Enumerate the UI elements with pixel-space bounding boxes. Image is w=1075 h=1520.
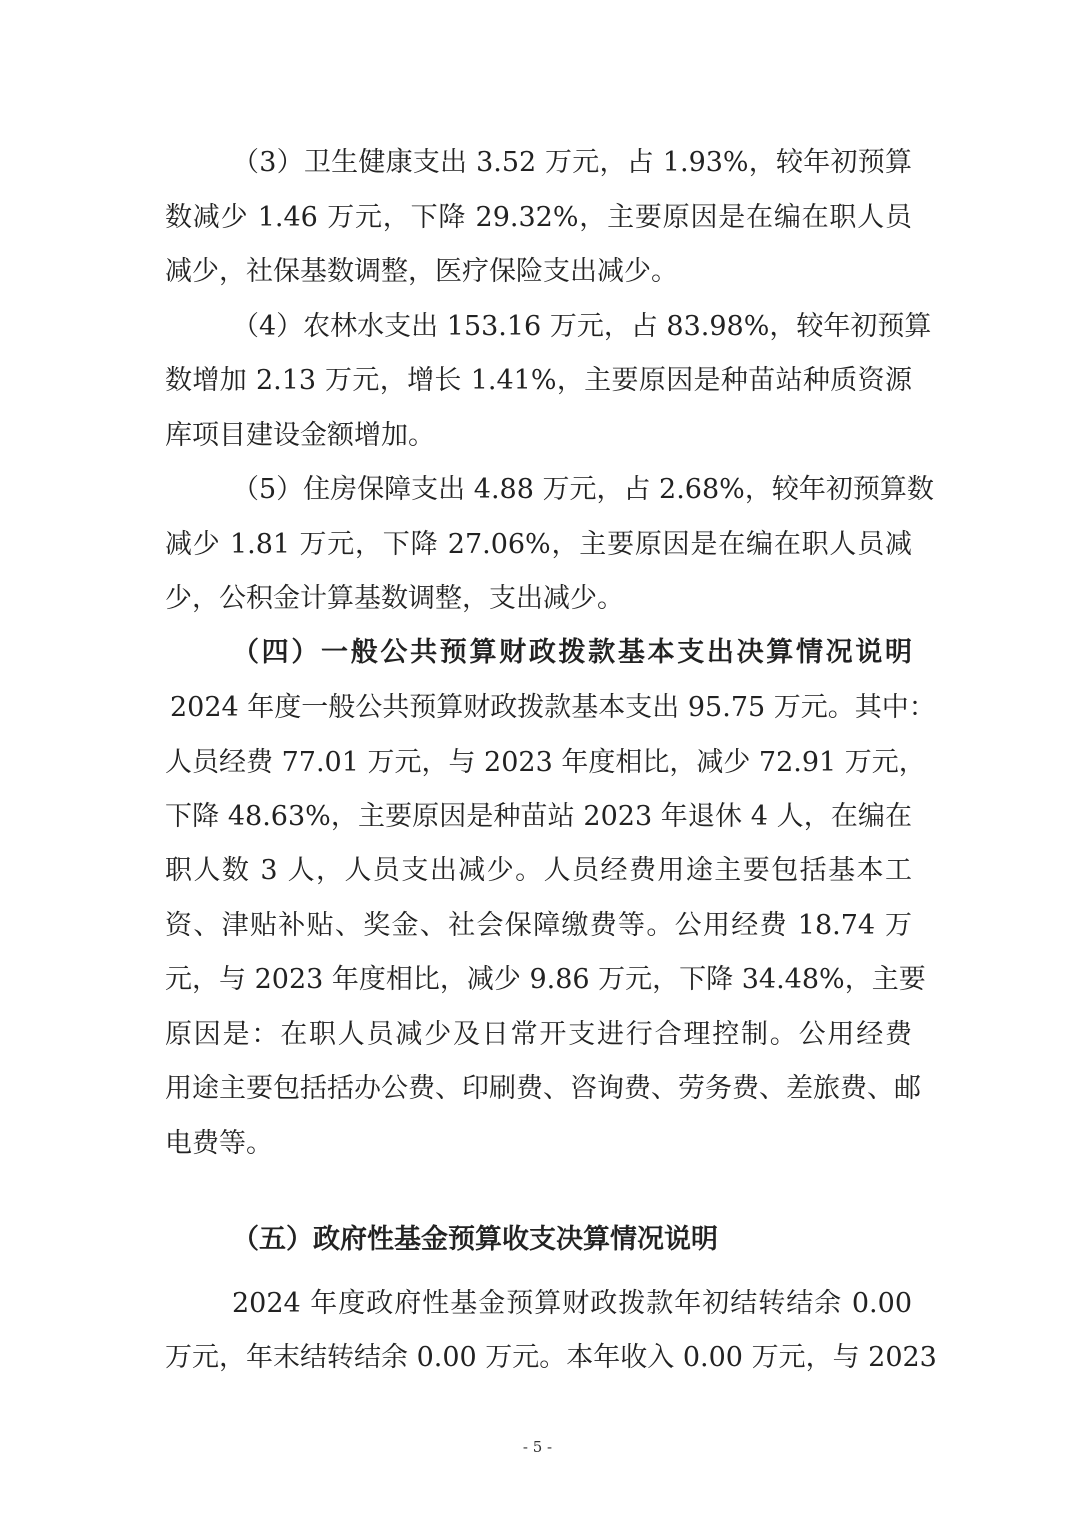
paragraph-line: 万元，年末结转结余 0.00 万元。本年收入 0.00 万元，与 2023	[165, 1342, 937, 1373]
paragraph-line: 电费等。	[165, 1128, 273, 1159]
paragraph-line: 下降 48.63%，主要原因是种苗站 2023 年退休 4 人，在编在	[165, 801, 912, 832]
paragraph-line: 资、津贴补贴、奖金、社会保障缴费等。公用经费 18.74 万	[165, 910, 912, 941]
paragraph-line: 数减少 1.46 万元，下降 29.32%，主要原因是在编在职人员	[165, 202, 912, 233]
paragraph-line: 库项目建设金额增加。	[165, 420, 435, 451]
paragraph-line: 减少 1.81 万元，下降 27.06%，主要原因是在编在职人员减	[165, 529, 912, 560]
paragraph-line: （3）卫生健康支出 3.52 万元，占 1.93%，较年初预算	[232, 147, 912, 178]
paragraph-line: 人员经费 77.01 万元，与 2023 年度相比，减少 72.91 万元，	[165, 747, 926, 778]
paragraph-line: 2024 年度一般公共预算财政拨款基本支出 95.75 万元。其中：	[170, 692, 936, 723]
page-number: - 5 -	[522, 1438, 553, 1456]
paragraph-line: 减少，社保基数调整，医疗保险支出减少。	[165, 256, 678, 287]
paragraph-line: （5）住房保障支出 4.88 万元，占 2.68%，较年初预算数	[232, 474, 934, 505]
paragraph-line: 少，公积金计算基数调整，支出减少。	[165, 583, 624, 614]
paragraph-line: 用途主要包括括办公费、印刷费、咨询费、劳务费、差旅费、邮	[165, 1073, 921, 1104]
section-heading-4: （四）一般公共预算财政拨款基本支出决算情况说明	[232, 637, 912, 668]
section-heading-5: （五）政府性基金预算收支决算情况说明	[232, 1224, 718, 1255]
paragraph-line: 元，与 2023 年度相比，减少 9.86 万元，下降 34.48%，主要	[165, 964, 926, 995]
paragraph-line: （4）农林水支出 153.16 万元，占 83.98%，较年初预算	[232, 311, 932, 342]
paragraph-line: 原因是：在职人员减少及日常开支进行合理控制。公用经费	[165, 1019, 912, 1050]
paragraph-line: 数增加 2.13 万元，增长 1.41%，主要原因是种苗站种质资源	[165, 365, 912, 396]
paragraph-line: 2024 年度政府性基金预算财政拨款年初结转结余 0.00	[232, 1288, 912, 1319]
paragraph-line: 职人数 3 人，人员支出减少。人员经费用途主要包括基本工	[165, 855, 912, 886]
